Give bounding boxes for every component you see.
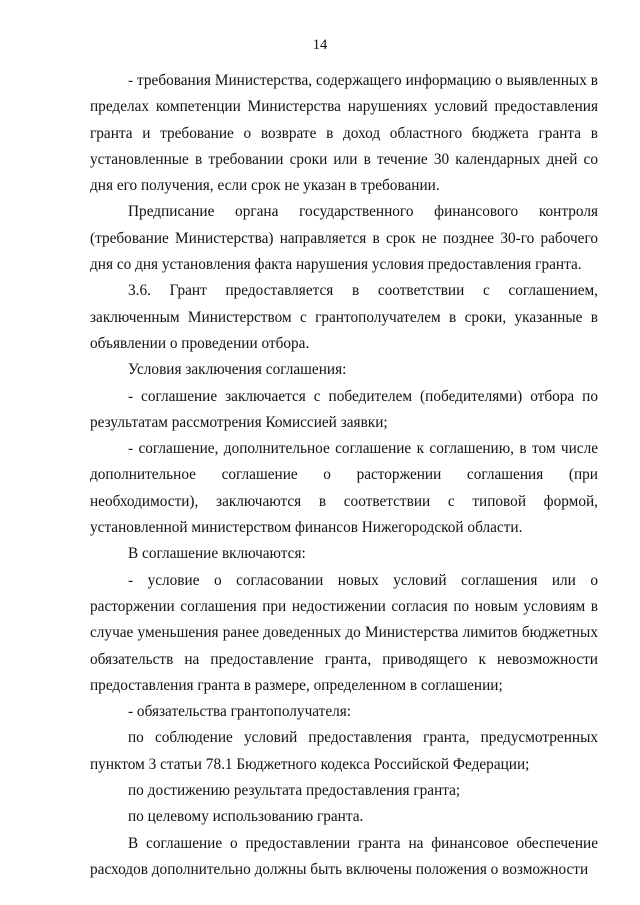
paragraph-control-order: Предписание органа государственного финансового контроля (требование Министерства) направляется в срок не позднее 30-го рабочего дня со дня установления факта нарушения условия предоставления гранта.	[90, 203, 598, 274]
paragraph-obligation-target-use: по целевому использованию гранта.	[128, 808, 364, 826]
paragraph-obligations-heading: - обязательства грантополучателя:	[128, 703, 352, 721]
paragraph-ministry-requirement: - требования Министерства, содержащего информацию о выявленных в пределах компетенции Министерства нарушениях условий предоставления гранта и требование о возврате в доход областного бюджета гранта в установленные в требовании сроки или в течение 30 календарных дней со дня его получения, если срок не указан в требовании.	[90, 72, 598, 195]
document-body	[90, 68, 598, 883]
paragraph-obligation-conditions: по соблюдение условий предоставления гранта, предусмотренных пунктом 3 статьи 78.1 Бюджетного кодекса Российской Федерации;	[90, 729, 598, 773]
paragraph-financial-provisions: В соглашение о предоставлении гранта на финансовое обеспечение расходов дополнительно должны быть включены положения о возможности	[90, 834, 598, 878]
page-number: 14	[312, 37, 328, 53]
paragraph-new-conditions: - условие о согласовании новых условий соглашения или о расторжении соглашения при недостижении согласия по новым условиям в случае уменьшения ранее доведенных до Министерства лимитов бюджетных обязательств на предоставление гранта, приводящего к невозможности предоставления гранта в размере, определенном в соглашении;	[90, 571, 598, 694]
paragraph-agreement-form: - соглашение, дополнительное соглашение к соглашению, в том числе дополнительное соглашение о расторжении соглашения (при необходимости), заключаются в соответствии с типовой формой, установленной министерством финансов Нижегородской области.	[90, 440, 598, 537]
paragraph-section-3-6: 3.6. Грант предоставляется в соответствии с соглашением, заключенным Министерством с грантополучателем в сроки, указанные в объявлении о проведении отбора.	[90, 282, 598, 352]
paragraph-agreement-includes-heading: В соглашение включаются:	[128, 545, 306, 563]
paragraph-obligation-result: по достижению результата предоставления гранта;	[128, 782, 461, 800]
paragraph-agreement-winner: - соглашение заключается с победителем (победителями) отбора по результатам рассмотрения Комиссией заявки;	[90, 387, 598, 431]
paragraph-agreement-conditions-heading: Условия заключения соглашения:	[128, 361, 347, 379]
